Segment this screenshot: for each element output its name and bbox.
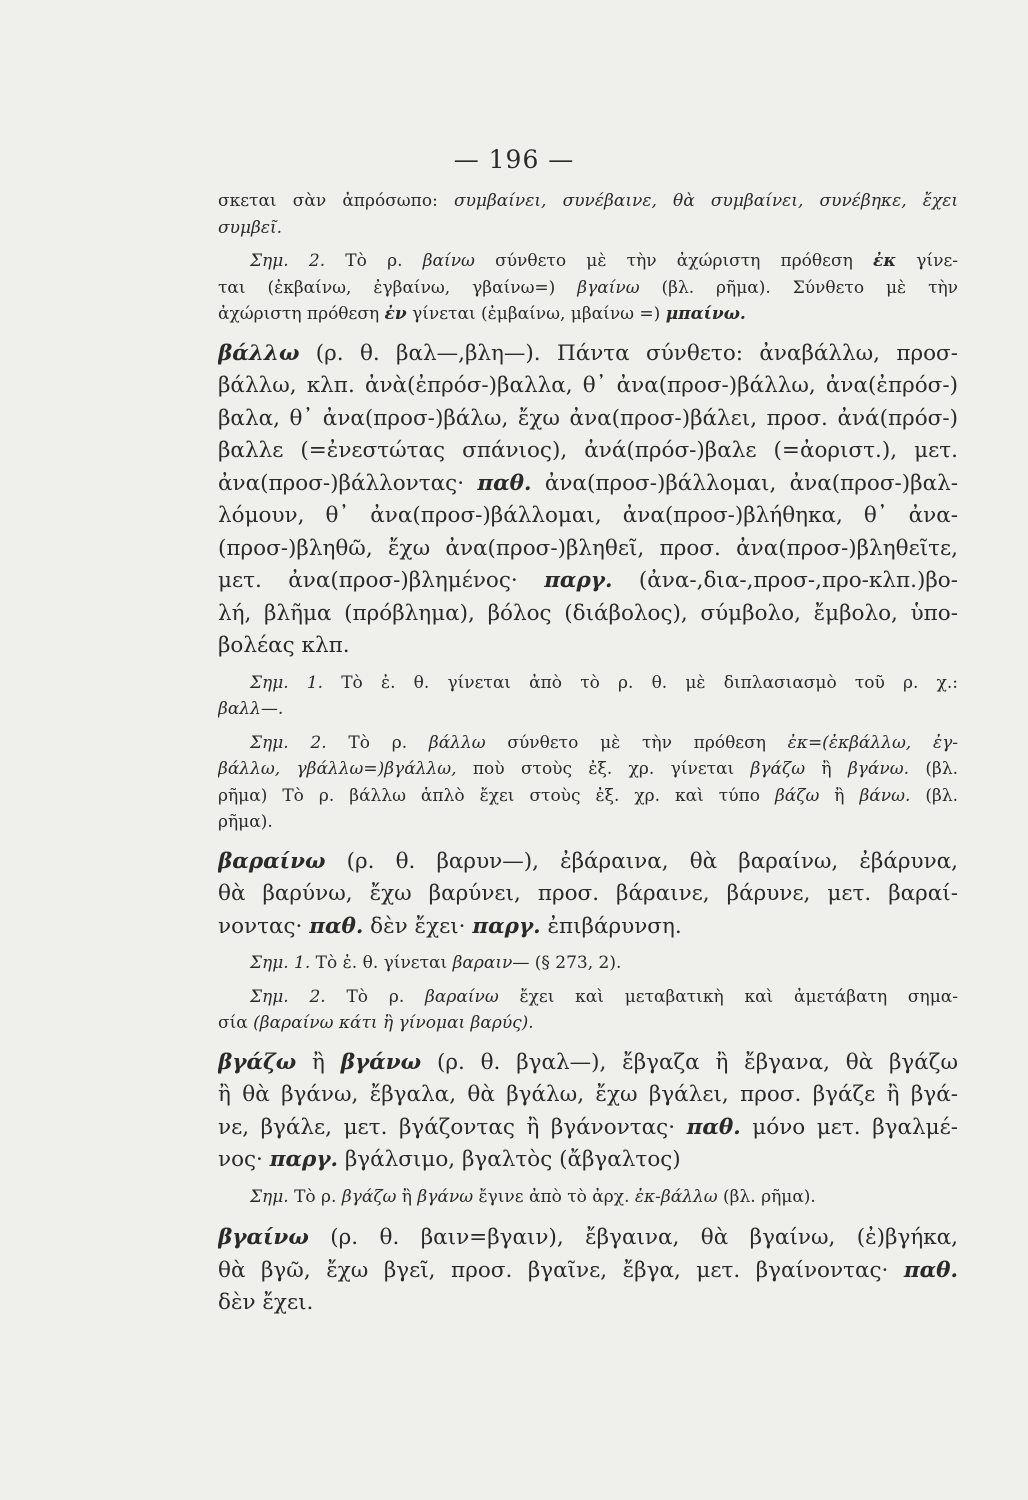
text-line bbox=[218, 1047, 958, 1080]
headword: παθ. bbox=[309, 913, 364, 939]
italic-run: βγάνω. bbox=[847, 759, 910, 779]
text-line bbox=[218, 1079, 958, 1112]
text-run: ἀνα(προσ-)βάλλοντας· bbox=[218, 470, 478, 496]
text-run: νοντας· bbox=[218, 913, 310, 939]
note-vgazo bbox=[218, 1184, 958, 1211]
text-run: νος· bbox=[218, 1147, 270, 1172]
text-run: σύνθετο μὲ τὴν πρόθεση bbox=[485, 732, 788, 753]
text-run: ἔγινε ἀπὸ τὸ ἀρχ. bbox=[473, 1186, 635, 1207]
entry-varaino bbox=[218, 846, 958, 944]
text-line bbox=[218, 468, 958, 501]
text-run: ἢ θὰ βγάνω, ἔβγαλα, θὰ βγάλω, ἔχω βγάλει, προσ. βγάζε ἢ βγά- bbox=[218, 1082, 958, 1107]
text-run: βολέας κλπ. bbox=[218, 633, 350, 658]
text-line bbox=[218, 670, 958, 697]
text-line bbox=[218, 783, 958, 810]
text-run: Τὸ ρ. bbox=[325, 251, 423, 271]
text-run bbox=[907, 191, 923, 211]
text-line bbox=[218, 301, 958, 328]
headword: βγαίνω bbox=[218, 1225, 309, 1250]
text-run: ἔχει καὶ μεταβατικὴ καὶ ἀμετάβατη σημα- bbox=[498, 986, 958, 1007]
text-line bbox=[218, 435, 958, 468]
text-line bbox=[218, 846, 958, 879]
text-line bbox=[218, 809, 958, 836]
headword: βγάζω bbox=[218, 1049, 297, 1075]
note-vallo-1 bbox=[218, 670, 958, 723]
text-line bbox=[218, 598, 958, 631]
italic-run: ἔχει bbox=[922, 191, 958, 211]
text-run: (βλ. bbox=[910, 785, 958, 806]
text-line bbox=[218, 338, 958, 371]
page-body bbox=[218, 188, 958, 1320]
text-line bbox=[218, 1010, 958, 1037]
text-line bbox=[218, 911, 958, 944]
headword: μπαίνω. bbox=[665, 304, 746, 324]
text-run: βαλα, θ᾿ ἀνα(προσ-)βάλω, ἔχω ἀνα(προσ-)βάλει, προσ. ἀνά(πρόσ-) bbox=[218, 405, 958, 431]
text-run: ἀνα(προσ-)βάλλομαι, ἀνα(προσ-)βαλ- bbox=[531, 470, 958, 496]
text-line bbox=[218, 533, 958, 566]
text-line bbox=[218, 1255, 958, 1288]
note-varaino-1 bbox=[218, 950, 958, 977]
entry-vgazo bbox=[218, 1047, 958, 1177]
text-run: Τὸ ρ. bbox=[288, 1186, 342, 1207]
text-run: ρῆμα) Τὸ ρ. βάλλω ἁπλὸ ἔχει στοὺς ἐξ. χρ. καὶ τύπο bbox=[218, 785, 775, 806]
italic-run: ἐκ=(ἐκβάλλω, ἐγ- bbox=[787, 732, 958, 753]
text-line bbox=[218, 984, 958, 1011]
text-run: μετ. ἀνα(προσ-)βλημένος· bbox=[218, 568, 545, 593]
text-run: (βλ. ρῆμα). bbox=[717, 1186, 816, 1207]
italic-run: Σημ. 2. bbox=[250, 732, 327, 753]
note-vaino bbox=[218, 248, 958, 328]
text-line bbox=[218, 565, 958, 598]
headword: παθ. bbox=[903, 1257, 958, 1283]
headword: ἐκ bbox=[872, 251, 897, 271]
italic-run: βάζω bbox=[774, 785, 820, 806]
text-run: (βλ. ρῆμα). Σύνθετο μὲ τὴν bbox=[639, 277, 958, 298]
note-varaino-2 bbox=[218, 984, 958, 1037]
text-line bbox=[218, 730, 958, 757]
text-line bbox=[218, 188, 958, 215]
headword: ἐν bbox=[384, 304, 407, 324]
text-line bbox=[218, 248, 958, 275]
text-run: ἢ bbox=[396, 1186, 418, 1207]
text-run: ἢ bbox=[819, 785, 860, 806]
note-vallo-2 bbox=[218, 730, 958, 836]
text-line bbox=[218, 275, 958, 302]
text-line bbox=[218, 950, 958, 977]
text-run: Τὸ ἐ. θ. γίνεται ἀπὸ τὸ ρ. θ. μὲ διπλασιασμὸ τοῦ ρ. χ.: bbox=[323, 672, 958, 693]
text-run: δὲν ἔχει. bbox=[218, 1290, 314, 1315]
entry-vallo bbox=[218, 338, 958, 663]
text-run: λόμουν, θ᾿ ἀνα(προσ-)βάλλομαι, ἀνα(προσ-)βλήθηκα, θ᾿ ἀνα- bbox=[218, 503, 958, 528]
intro-note bbox=[218, 188, 958, 241]
text-run: ποὺ στοὺς ἐξ. χρ. γίνεται bbox=[456, 759, 751, 779]
italic-run: βάλλω, γβάλλω=)βγάλλω, bbox=[218, 759, 457, 779]
text-run: βγάλσιμο, βγαλτὸς (ἄβγαλτος) bbox=[338, 1147, 681, 1172]
text-run: ἀχώριστη πρόθεση bbox=[218, 304, 385, 324]
text-run: ἢ bbox=[805, 759, 848, 779]
text-run: λή, βλῆμα (πρόβλημα), βόλος (διάβολος), σύμβολο, ἔμβολο, ὑπο- bbox=[218, 600, 958, 626]
italic-run: Σημ. 1. bbox=[250, 953, 311, 973]
italic-run: βαραίνω bbox=[425, 986, 499, 1007]
italic-run: βαραιν— bbox=[452, 953, 530, 973]
italic-run: συμβαίνει, συνέβαινε, θὰ συμβαίνει, συνέβηκε, bbox=[453, 191, 907, 211]
text-run: Τὸ ρ. bbox=[326, 732, 429, 753]
text-run: (§ 273, 2). bbox=[529, 953, 622, 973]
italic-run: βαλλ—. bbox=[218, 699, 284, 719]
text-run: δὲν ἔχει· bbox=[363, 913, 473, 939]
italic-run: Σημ. 1. bbox=[250, 672, 324, 693]
text-run: (βλ. bbox=[909, 759, 958, 779]
italic-run: βάλλω bbox=[428, 732, 486, 753]
text-run: Τὸ ἐ. θ. γίνεται bbox=[310, 953, 453, 973]
page-number: — 196 — bbox=[453, 145, 575, 174]
headword: βγάνω bbox=[340, 1049, 422, 1075]
text-run: βάλλω, κλπ. ἀνὰ(ἐπρόσ-)βαλλα, θ᾿ ἀνα(προσ-)βάλλω, ἀνα(ἐπρόσ-) bbox=[218, 373, 958, 398]
text-run: θὰ βαρύνω, ἔχω βαρύνει, προσ. βάραινε, βάρυνε, μετ. βαραί- bbox=[218, 881, 958, 906]
headword: βαραίνω bbox=[218, 848, 326, 874]
text-run: ἐπιβάρυνση. bbox=[540, 913, 682, 939]
text-run: Τὸ ρ. bbox=[325, 986, 426, 1007]
italic-run: Σημ. bbox=[250, 1186, 289, 1207]
text-run: σία bbox=[218, 1013, 254, 1033]
text-run: ρῆμα). bbox=[218, 812, 273, 832]
text-line bbox=[218, 1112, 958, 1145]
text-run: (ρ. θ. βαιν=βγαιν), ἔβγαινα, θὰ βγαίνω, (ἐ)βγήκα, bbox=[308, 1225, 958, 1250]
headword: παθ. bbox=[686, 1114, 741, 1140]
text-run: σκεται σὰν ἀπρόσωπο: bbox=[218, 191, 454, 211]
headword: παργ. bbox=[544, 568, 613, 593]
text-line bbox=[218, 1222, 958, 1255]
entry-vgaino bbox=[218, 1222, 958, 1320]
text-run: (προσ-)βληθῶ, ἔχω ἀνα(προσ-)βληθεῖ, προσ. ἀνα(προσ-)βληθεῖτε, bbox=[218, 535, 958, 561]
italic-run: (βαραίνω κάτι ἢ γίνομαι βαρύς). bbox=[253, 1013, 534, 1033]
italic-run: Σημ. 2. bbox=[250, 251, 326, 271]
italic-run: βαίνω bbox=[422, 251, 475, 271]
text-line bbox=[218, 696, 958, 723]
italic-run: βγαίνω bbox=[577, 277, 640, 298]
text-run: σύνθετο μὲ τὴν ἀχώριστη πρόθεση bbox=[474, 251, 873, 271]
text-run: μόνο μετ. βγαλμέ- bbox=[740, 1114, 958, 1140]
text-run: (ρ. θ. βγαλ—), ἔβγαζα ἢ ἔβγανα, θὰ βγάζω bbox=[421, 1049, 958, 1075]
text-line bbox=[218, 403, 958, 436]
text-run: (ἀνα-,δια-,προσ-,προ-κλπ.)βο- bbox=[612, 568, 958, 593]
text-line bbox=[218, 1287, 958, 1320]
text-line bbox=[218, 878, 958, 911]
text-run: θὰ βγῶ, ἔχω βγεῖ, προσ. βγαῖνε, ἔβγα, μετ. βγαίνοντας· bbox=[218, 1257, 904, 1283]
text-line bbox=[218, 1144, 958, 1177]
text-line bbox=[218, 756, 958, 783]
italic-run: βγάζω bbox=[750, 759, 806, 779]
italic-run: Σημ. 2. bbox=[250, 986, 326, 1007]
headword: βάλλω bbox=[218, 340, 300, 366]
headword: παθ. bbox=[477, 470, 532, 496]
headword: παργ. bbox=[269, 1147, 338, 1172]
text-run: βαλλε (=ἐνεστώτας σπάνιος), ἀνά(πρόσ-)βαλε (=ἀοριστ.), μετ. bbox=[218, 438, 958, 463]
text-run: (ρ. θ. βαρυν—), ἐβάραινα, θὰ βαραίνω, ἐβάρυνα, bbox=[325, 848, 958, 874]
text-line bbox=[218, 215, 958, 242]
headword: παργ. bbox=[472, 913, 541, 939]
text-run: γίνε- bbox=[896, 251, 958, 271]
italic-run: ἐκ-βάλλω bbox=[634, 1186, 718, 1207]
text-run: γίνεται (ἐμβαίνω, μβαίνω =) bbox=[406, 304, 666, 324]
text-line bbox=[218, 370, 958, 403]
italic-run: συμβεῖ. bbox=[218, 217, 283, 238]
text-line bbox=[218, 500, 958, 533]
text-line bbox=[218, 1184, 958, 1211]
text-run: νε, βγάλε, μετ. βγάζοντας ἢ βγάνοντας· bbox=[218, 1114, 687, 1140]
text-run: ἢ bbox=[296, 1049, 341, 1075]
italic-run: βγάνω bbox=[417, 1186, 474, 1207]
text-run: ται (ἐκβαίνω, ἐγβαίνω, γβαίνω=) bbox=[218, 277, 578, 298]
italic-run: βάνω. bbox=[859, 785, 911, 806]
text-line bbox=[218, 630, 958, 663]
text-run: (ρ. θ. βαλ—,βλη—). Πάντα σύνθετο: ἀναβάλλω, προσ- bbox=[299, 340, 958, 366]
italic-run: βγάζω bbox=[341, 1186, 397, 1207]
